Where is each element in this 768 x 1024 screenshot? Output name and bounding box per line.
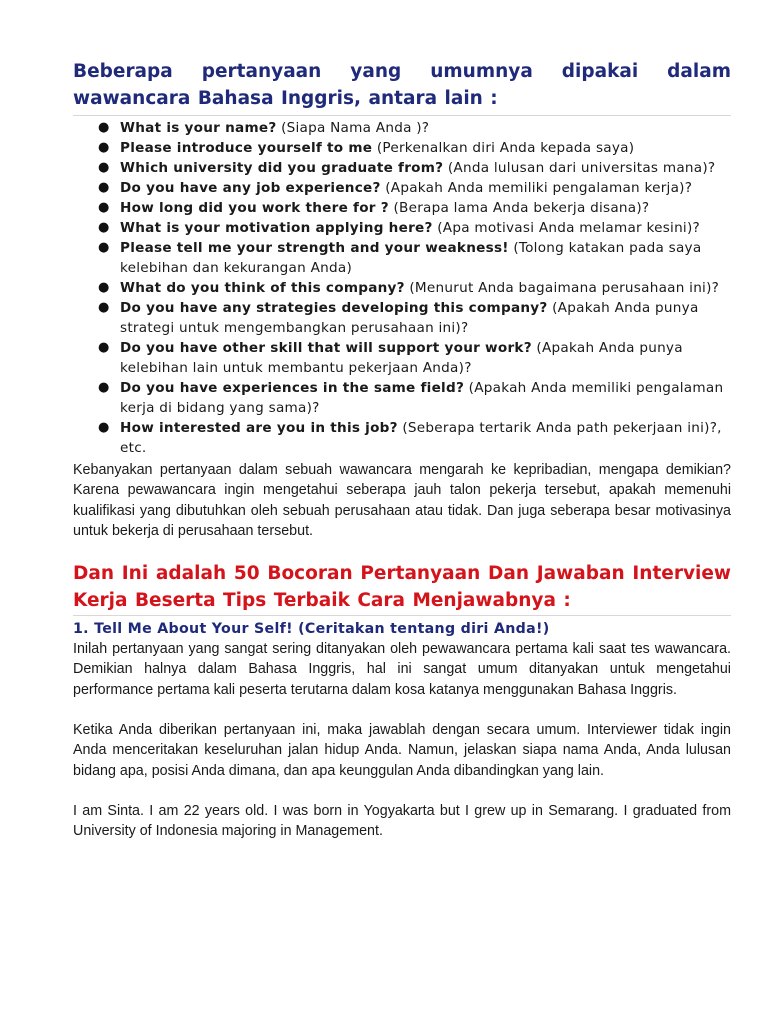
question-1-paragraph: Inilah pertanyaan yang sangat sering ditanyakan oleh pewawancara pertama kali saat tes wawancara. Demikian halnya dalam Bahasa Inggris, hal ini sangat umum ditanyakan untuk mengetahui performance pertama kali peserta terutarna dalam kosa katanya menggunakan Bahasa Inggris. xyxy=(73,641,731,698)
question-translation: (Apakah Anda punya kelebihan lain untuk membantu pekerjaan Anda)? xyxy=(120,340,683,376)
bullet-icon: ● xyxy=(98,420,110,435)
bullet-icon: ● xyxy=(98,380,110,395)
question-english: How interested are you in this job? xyxy=(120,420,398,436)
question-item xyxy=(73,418,731,458)
sample-answer-paragraph: I am Sinta. I am 22 years old. I was born in Yogyakarta but I grew up in Semarang. I graduated from University of Indonesia majoring in Management. xyxy=(73,802,731,840)
bullet-icon: ● xyxy=(98,120,110,135)
question-item xyxy=(73,138,731,158)
question-translation: (Apakah Anda memiliki pengalaman kerja)? xyxy=(380,180,693,196)
bullet-icon: ● xyxy=(98,240,110,255)
question-translation: (Siapa Nama Anda )? xyxy=(276,120,430,136)
question-1-heading: 1. Tell Me About Your Self! (Ceritakan tentang diri Anda!) xyxy=(73,615,731,639)
question-english: What do you think of this company? xyxy=(120,280,405,296)
intro-heading: Beberapa pertanyaan yang umumnya dipakai dalam wawancara Bahasa Inggris, antara lain : xyxy=(73,61,731,109)
paragraph-spacer xyxy=(73,700,731,720)
bullet-icon: ● xyxy=(98,180,110,195)
document-page xyxy=(73,58,731,842)
question-item xyxy=(73,338,731,378)
bullet-icon: ● xyxy=(98,140,110,155)
question-english: What is your motivation applying here? xyxy=(120,220,433,236)
bullet-icon: ● xyxy=(98,160,110,175)
question-translation: (Tolong katakan pada saya kelebihan dan kekurangan Anda) xyxy=(120,240,702,276)
question-english: Do you have experiences in the same field? xyxy=(120,380,465,396)
question-item xyxy=(73,178,731,198)
section-heading: Dan Ini adalah 50 Bocoran Pertanyaan Dan Jawaban Interview Kerja Beserta Tips Terbaik Cara Menjawabnya : xyxy=(73,563,731,612)
question-translation: (Apakah Anda memiliki pengalaman kerja di bidang yang sama)? xyxy=(120,380,724,416)
question-english: How long did you work there for ? xyxy=(120,200,389,216)
question-translation: (Apa motivasi Anda melamar kesini)? xyxy=(432,220,700,236)
question-english: What is your name? xyxy=(120,120,277,136)
question-english: Please introduce yourself to me xyxy=(120,140,373,156)
question-item xyxy=(73,278,731,298)
question-item xyxy=(73,218,731,238)
question-translation: (Seberapa tertarik Anda path pekerjaan ini)?, etc. xyxy=(120,420,722,456)
question-item xyxy=(73,158,731,178)
bullet-icon: ● xyxy=(98,220,110,235)
question-item xyxy=(73,378,731,418)
question-1-paragraph: Ketika Anda diberikan pertanyaan ini, maka jawablah dengan secara umum. Interviewer tidak ingin Anda menceritakan keseluruhan jalan hidup Anda. Namun, jelaskan siapa nama Anda, Anda lulusan bidang apa, posisi Anda dimana, dan apa keunggulan Anda dibandingkan yang lain. xyxy=(73,722,731,779)
question-item xyxy=(73,238,731,278)
question-english: Do you have any strategies developing this company? xyxy=(120,300,548,316)
question-english: Do you have other skill that will support your work? xyxy=(120,340,532,356)
bullet-icon: ● xyxy=(98,280,110,295)
question-english: Please tell me your strength and your weakness! xyxy=(120,240,509,256)
question-item xyxy=(73,118,731,138)
bullet-icon: ● xyxy=(98,300,110,315)
question-translation: (Berapa lama Anda bekerja disana)? xyxy=(388,200,650,216)
question-translation: (Menurut Anda bagaimana perusahaan ini)? xyxy=(404,280,720,296)
question-translation: (Perkenalkan diri Anda kepada saya) xyxy=(372,140,635,156)
bullet-icon: ● xyxy=(98,200,110,215)
question-item xyxy=(73,198,731,218)
question-item xyxy=(73,298,731,338)
heading-divider xyxy=(73,115,731,116)
question-english: Which university did you graduate from? xyxy=(120,160,444,176)
bullet-icon: ● xyxy=(98,340,110,355)
paragraph-spacer xyxy=(73,781,731,801)
question-translation: (Anda lulusan dari universitas mana)? xyxy=(443,160,716,176)
question-translation: (Apakah Anda punya strategi untuk mengembangkan perusahaan ini)? xyxy=(120,300,699,336)
summary-paragraph: Kebanyakan pertanyaan dalam sebuah wawancara mengarah ke kepribadian, mengapa demikian? Karena pewawancara ingin mengetahui seberapa jauh talon pekerja tersebut, apakah memenuhi kualifikasi yang dibutuhkan oleh sebuah perusahaan atau tidak. Dan juga seberapa besar motivasinya untuk bekerja di perusahaan tersebut. xyxy=(73,462,731,539)
interview-questions-list xyxy=(73,118,731,458)
question-english: Do you have any job experience? xyxy=(120,180,381,196)
